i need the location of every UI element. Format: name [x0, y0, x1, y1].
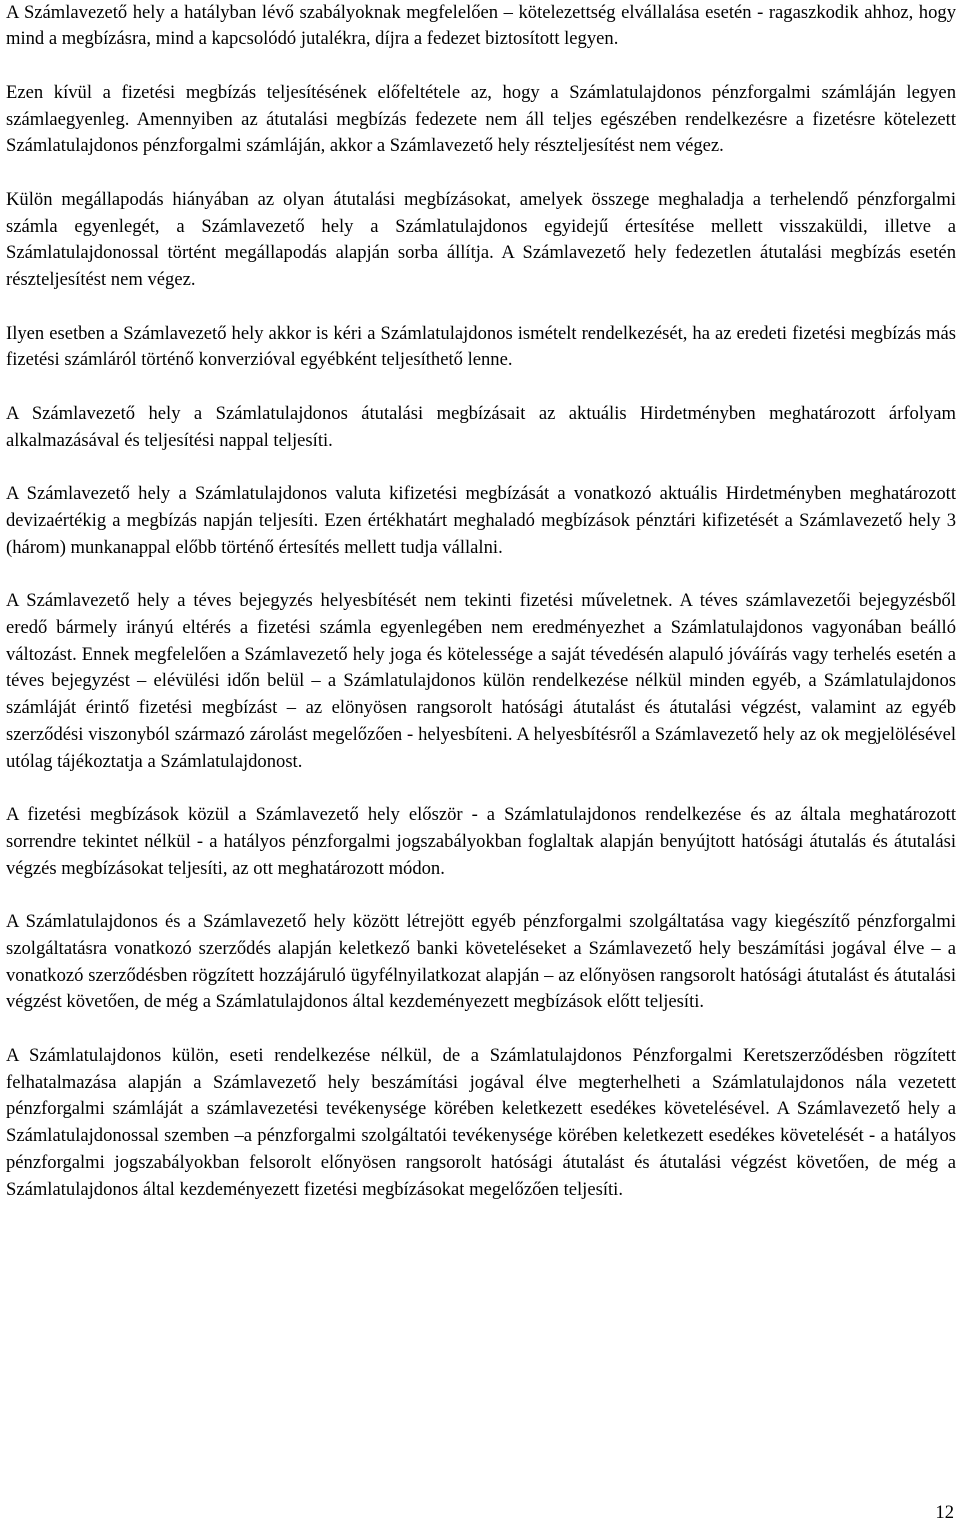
- paragraph-9: A Számlatulajdonos és a Számlavezető hely között létrejött egyéb pénzforgalmi szolgáltatása vagy kiegészítő pénzforgalmi szolgáltatásra vonatkozó szerződés alapján keletkező banki követeléseket a Számlavezető hely beszámítási jogával élve – a vonatkozó szerződésben rögzített hozzájáruló ügyfélnyilatkozat alapján – az előnyösen rangsorolt hatósági átutalást és átutalási végzést követően, de még a Számlatulajdonos által kezdeményezett megbízások előtt teljesíti.: [6, 911, 956, 1013]
- paragraph-1: A Számlavezető hely a hatályban lévő szabályoknak megfelelően – kötelezettség elvállalása esetén - ragaszkodik ahhoz, hogy mind a megbízásra, mind a kapcsolódó jutalékra, díjra a fedezet biztosított legyen.: [6, 1, 956, 50]
- paragraph-3: Külön megállapodás hiányában az olyan átutalási megbízásokat, amelyek összege meghaladja a terhelendő pénzforgalmi számla egyenlegét, a Számlavezető hely a Számlatulajdonos egyidejű értesítése mellett visszaküldi, illetve a Számlatulajdonossal történt megállapodás alapján sorba állítja. A Számlavezető hely fedezetlen átutalási megbízás esetén részteljesítést nem végez.: [6, 188, 956, 291]
- page-number: 12: [935, 1502, 954, 1523]
- paragraph-6: A Számlavezető hely a Számlatulajdonos valuta kifizetési megbízását a vonatkozó aktuális Hirdetményben meghatározott devizaértékig a megbízás napján teljesíti. Ezen értékhatárt meghaladó megbízások pénztári kifizetését a Számlavezető hely 3 (három) munkanappal előbb történő értesítés mellett tudja vállalni.: [6, 482, 956, 558]
- paragraph-5: A Számlavezető hely a Számlatulajdonos átutalási megbízásait az aktuális Hirdetményben meghatározott árfolyam alkalmazásával és teljesítési nappal teljesíti.: [6, 402, 956, 451]
- paragraph-8: A fizetési megbízások közül a Számlavezető hely először - a Számlatulajdonos rendelkezése és az általa meghatározott sorrendre tekintet nélkül - a hatályos pénzforgalmi jogszabályokban foglaltak alapján benyújtott hatósági átutalás és átutalási végzés megbízásokat teljesíti, az ott meghatározott módon.: [6, 804, 956, 879]
- paragraph-10: A Számlatulajdonos külön, eseti rendelkezése nélkül, de a Számlatulajdonos Pénzforgalmi Keretszerződésben rögzített felhatalmazása alapján a Számlavezető hely beszámítási jogával élve megterhelheti a Számlatulajdonos nála vezetett pénzforgalmi számláját a számlavezetési tevékenysége körében keletkezett esedékes követelésével. A Számlavezető hely a Számlatulajdonossal szemben –a pénzforgalmi szolgáltatói tevékenysége körében keletkezett esedékes követelését - a hatályos pénzforgalmi jogszabályokban felsorolt előnyösen rangsorolt hatósági átutalást és átutalási végzést követően, de még a Számlatulajdonos által kezdeményezett fizetési megbízásokat megelőzően teljesíti.: [6, 1044, 956, 1200]
- document-page: [6, 0, 956, 1230]
- paragraph-7: A Számlavezető hely a téves bejegyzés helyesbítését nem tekinti fizetési műveletnek. A téves számlavezetői bejegyzésből eredő bármely irányú eltérés a fizetési számla egyenlegében nem eredményezhet a Számlatulajdonos vagyonában beálló változást. Ennek megfelelően a Számlavezető hely joga és kötelessége a saját tévedésén alapuló jóváírás vagy terhelés esetén a téves bejegyzést – elévülési időn belül – a Számlatulajdonos külön rendelkezése nélkül minden egyéb, a Számlatulajdonos számláját érintő fizetési megbízást – az elönyösen rangsorolt hatósági átutalást és átutalási végzést, valamint az egyéb szerződési viszonyból származó zárolást megelőzően - helyesbíteni. A helyesbítésről a Számlavezető hely az ok megjelölésével utólag tájékoztatja a Számlatulajdonost.: [6, 589, 956, 772]
- paragraph-4: Ilyen esetben a Számlavezető hely akkor is kéri a Számlatulajdonos ismételt rendelkezését, ha az eredeti fizetési megbízás más fizetési számláról történő konverzióval egyébként teljesíthető lenne.: [6, 322, 956, 371]
- paragraph-2: Ezen kívül a fizetési megbízás teljesítésének előfeltétele az, hogy a Számlatulajdonos pénzforgalmi számláján legyen számlaegyenleg. Amennyiben az átutalási megbízás fedezete nem áll teljes egészében rendelkezésre a fizetésre kötelezett Számlatulajdonos pénzforgalmi számláján, akkor a Számlavezető hely részteljesítést nem végez.: [6, 81, 956, 157]
